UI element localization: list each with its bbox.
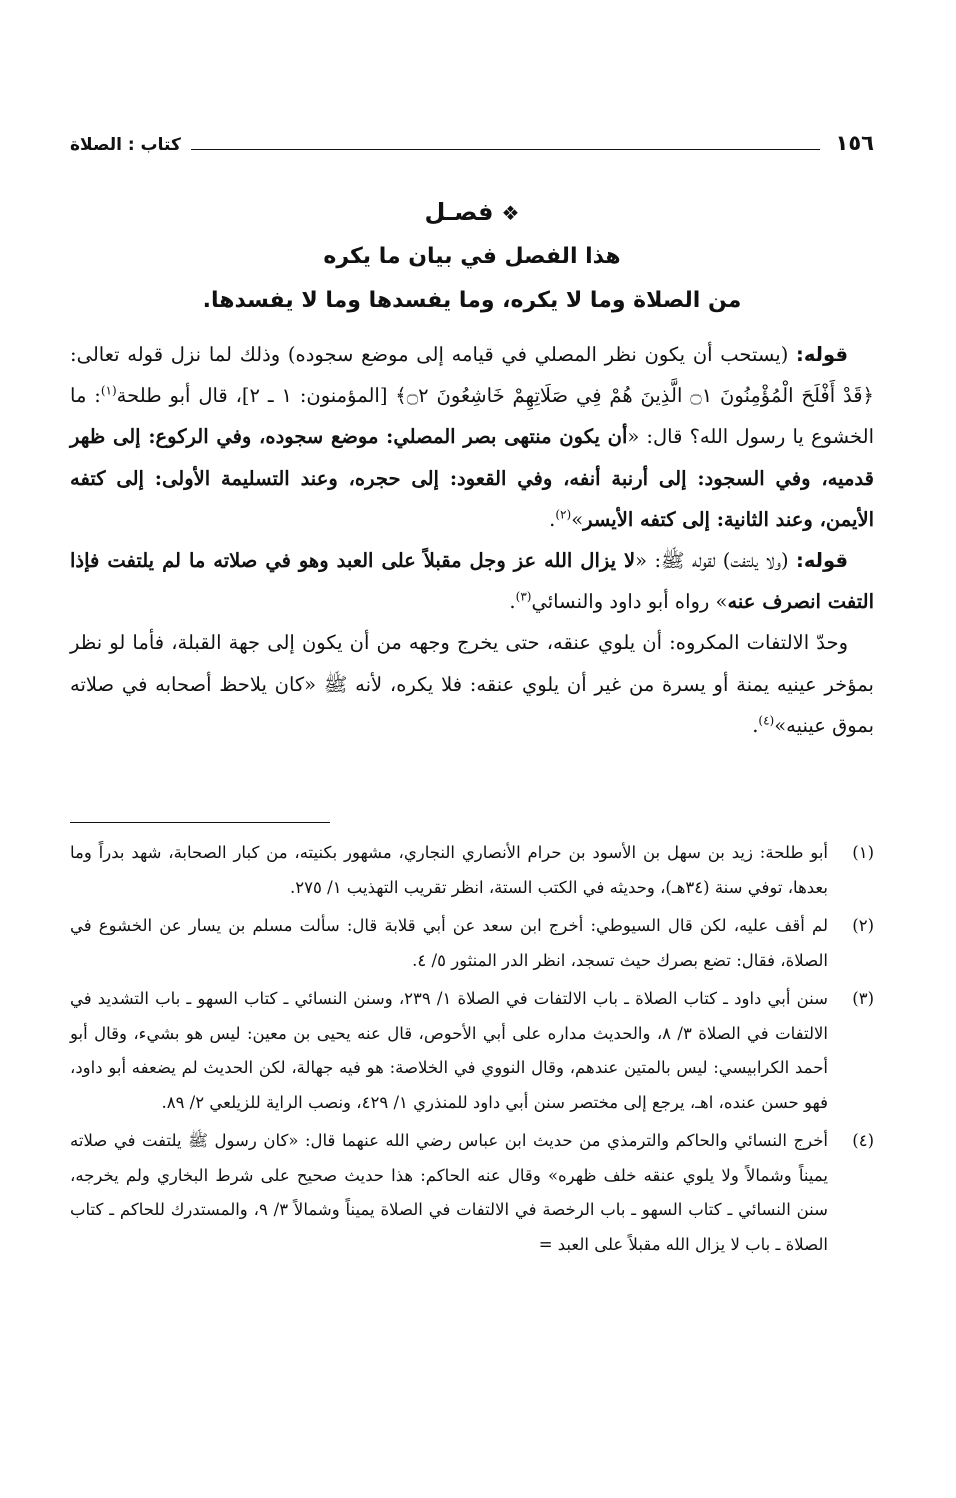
book-page: [70, 0, 874, 1498]
qawluhu-label: قوله:: [796, 343, 848, 366]
ornament-diamond-icon: ❖: [501, 201, 520, 225]
footnote-number: (٣): [852, 989, 874, 1008]
p3-text: وحدّ الالتفات المكروه: أن يلوي عنقه، حتى يخرج وجهه من أن يكون إلى جهة القبلة، فأما لو نظر بمؤخر عينيه يمنة أو يسرة من غير أن يلوي عنقه: فلا يكره، لأنه ﷺ «كان يلاحظ أصحابه في صلاته بموق عينيه»: [70, 631, 874, 737]
footnote-text: سنن أبي داود ـ كتاب الصلاة ـ باب الالتفات في الصلاة ١/ ٢٣٩، وسنن النسائي ـ كتاب السهو ـ باب التشديد في الالتفات في الصلاة ٣/ ٨، والحديث مداره على أبي الأحوص، قال عنه يحيى بن معين: ليس هو بشيء، وقال أبو أحمد الكرابيسي: ليس بالمتين عندهم، وقال النووي في الخلاصة: هو فيه جهالة، لكن الحديث لم يضعفه أبو داود، فهو حسن عنده، اهـ، يرجع إلى مختصر سنن أبي داود للمنذري ١/ ٤٢٩، ونصب الراية للزيلعي ٢/ ٨٩.: [70, 989, 828, 1112]
footnote-number: (٢): [852, 916, 874, 935]
p2-end: .: [509, 590, 516, 614]
section-heading: [70, 190, 874, 323]
running-header: [70, 124, 874, 154]
footnote-number: (١): [852, 843, 874, 862]
page-number: ١٥٦: [835, 131, 874, 155]
footnote-4: [70, 1124, 874, 1262]
p2-text-a: (ولا يلتفت) لقوله ﷺ: «: [635, 549, 797, 573]
footnote-1: [70, 836, 874, 905]
section-label: [70, 190, 874, 235]
qawluhu-label: قوله:: [796, 549, 848, 573]
footnote-separator: [70, 822, 330, 823]
p1-text-b: : ما الخشوع يا رسول الله؟ قال: «: [70, 384, 874, 449]
section-label-text: فصـل: [424, 198, 494, 226]
running-title: كتاب : الصلاة: [70, 135, 181, 155]
p1-text-a: (يستحب أن يكون نظر المصلي في قيامه إلى موضع سجوده) وذلك لما نزل قوله تعالى: ﴿قَدْ أَفْلَحَ الْمُؤْمِنُونَ ۝١ الَّذِينَ هُمْ فِي صَلَاتِهِمْ خَاشِعُونَ ۝٢﴾ [المؤمنون: ١ ـ ٢]، قال أبو طلحة: [70, 343, 874, 408]
paragraph-3: [70, 622, 874, 746]
footnote-3: [70, 982, 874, 1120]
footnote-ref-2: (٢): [555, 507, 572, 522]
p1-end: .: [549, 507, 556, 531]
main-text: [70, 334, 874, 746]
footnotes: [70, 836, 874, 1266]
header-rule: [191, 149, 820, 150]
footnote-text: أخرج النسائي والحاكم والترمذي من حديث ابن عباس رضي الله عنهما قال: «كان رسول ﷺ يلتفت في صلاته يميناً وشمالاً ولا يلوي عنقه خلف ظهره» وقال عنه الحاكم: هذا حديث صحيح على شرط البخاري ولم يخرجه، سنن النسائي ـ كتاب السهو ـ باب الرخصة في الالتفات في الصلاة يميناً وشمالاً ٣/ ٩، والمستدرك للحاكم ـ كتاب الصلاة ـ باب لا يزال الله مقبلاً على العبد =: [70, 1131, 828, 1254]
p3-end: .: [752, 713, 759, 737]
p1-text-c: »: [571, 507, 584, 531]
footnote-ref-4: (٤): [758, 713, 775, 728]
footnote-text: لم أقف عليه، لكن قال السيوطي: أخرج ابن سعد عن أبي قلابة قال: سألت مسلم بن يسار عن الخشوع في الصلاة، فقال: تضع بصرك حيث تسجد، انظر الدر المنثور ٥/ ٤.: [70, 916, 828, 970]
footnote-ref-3: (٣): [515, 589, 532, 604]
paragraph-2: [70, 540, 874, 622]
footnote-number: (٤): [852, 1131, 874, 1150]
p2-hadith-bold: لا يزال الله عز وجل مقبلاً على العبد وهو في صلاته ما لم يلتفت فإذا التفت انصرف عنه: [70, 549, 874, 614]
p2-text-b: » رواه أبو داود والنسائي: [531, 590, 728, 614]
paragraph-1: [70, 334, 874, 540]
section-title-line-1: هذا الفصل في بيان ما يكره: [323, 244, 621, 269]
footnote-2: [70, 909, 874, 978]
footnote-text: أبو طلحة: زيد بن سهل بن الأسود بن حرام الأنصاري النجاري، مشهور بكنيته، من كبار الصحابة، شهد بدراً وما بعدها، توفي سنة (٣٤هـ)، وحديثه في الكتب الستة، انظر تقريب التهذيب ١/ ٢٧٥.: [70, 843, 828, 897]
section-title-line-2: من الصلاة وما لا يكره، وما يفسدها وما لا يفسدها.: [202, 288, 742, 313]
footnote-ref-1: (١): [100, 383, 117, 398]
p1-hadith-bold: أن يكون منتهى بصر المصلي: موضع سجوده، وفي الركوع: إلى ظهر قدميه، وفي السجود: إلى أرنبة أنفه، وفي القعود: إلى حجره، وعند التسليمة الأولى: إلى كتفه الأيمن، وعند الثانية: إلى كتفه الأيسر: [70, 425, 874, 531]
